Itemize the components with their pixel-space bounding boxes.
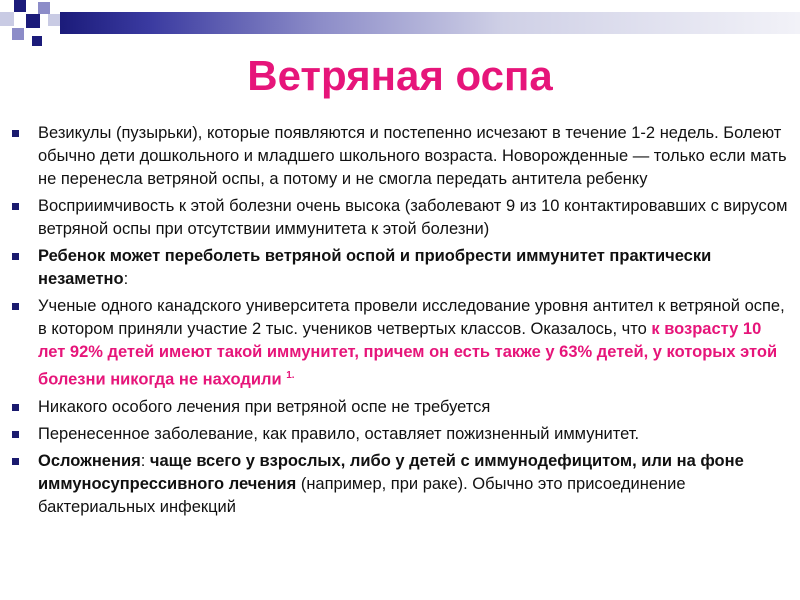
bullet-icon	[12, 253, 19, 260]
bullet-list	[10, 122, 790, 523]
decor-square	[14, 0, 26, 12]
slide-title: Ветряная оспа	[247, 52, 553, 99]
bullet-icon	[12, 203, 19, 210]
bullet-icon	[12, 431, 19, 438]
list-item: Везикулы (пузырьки), которые появляются и постепенно исчезают в течение 1-2 недель. Болеют обычно дети дошкольного и младшего школьного возраста. Новорожденные — только если мать не перенесла ветряной оспы, а потому и не смогла передать антитела ребенку	[10, 122, 790, 191]
list-item: Восприимчивость к этой болезни очень высока (заболевают 9 из 10 контактировавших с вирусом ветряной оспы при отсутствии иммунитета к этой болезни)	[10, 195, 790, 241]
bullet-icon	[12, 130, 19, 137]
decor-square	[38, 2, 50, 14]
bullet-icon	[12, 404, 19, 411]
decor-square	[12, 28, 24, 40]
decorative-banner	[0, 0, 800, 50]
list-item: Никакого особого лечения при ветряной оспе не требуется	[10, 396, 790, 419]
footnote-marker: 1.	[286, 370, 295, 381]
list-item: Осложнения: чаще всего у взрослых, либо у детей с иммунодефицитом, или на фоне иммуносупрессивного лечения (например, при раке). Обычно это присоединение бактериальных инфекций	[10, 450, 790, 519]
list-item: Ученые одного канадского университета провели исследование уровня антител к ветряной оспе, в котором приняли участие 2 тыс. учеников четвертых классов. Оказалось, что к возрасту 10 лет 92% детей имеют такой иммунитет, причем он есть также у 63% детей, у которых этой болезни никогда не находили $^{1.}$	[10, 295, 790, 392]
gradient-band	[60, 12, 800, 34]
bullet-icon	[12, 303, 19, 310]
decor-square	[26, 14, 40, 28]
list-item: Ребенок может переболеть ветряной оспой и приобрести иммунитет практически незаметно:	[10, 245, 790, 291]
list-item: Перенесенное заболевание, как правило, оставляет пожизненный иммунитет.	[10, 423, 790, 446]
decor-square	[0, 12, 14, 26]
decor-square	[32, 36, 42, 46]
decor-square	[48, 14, 60, 26]
bullet-icon	[12, 458, 19, 465]
